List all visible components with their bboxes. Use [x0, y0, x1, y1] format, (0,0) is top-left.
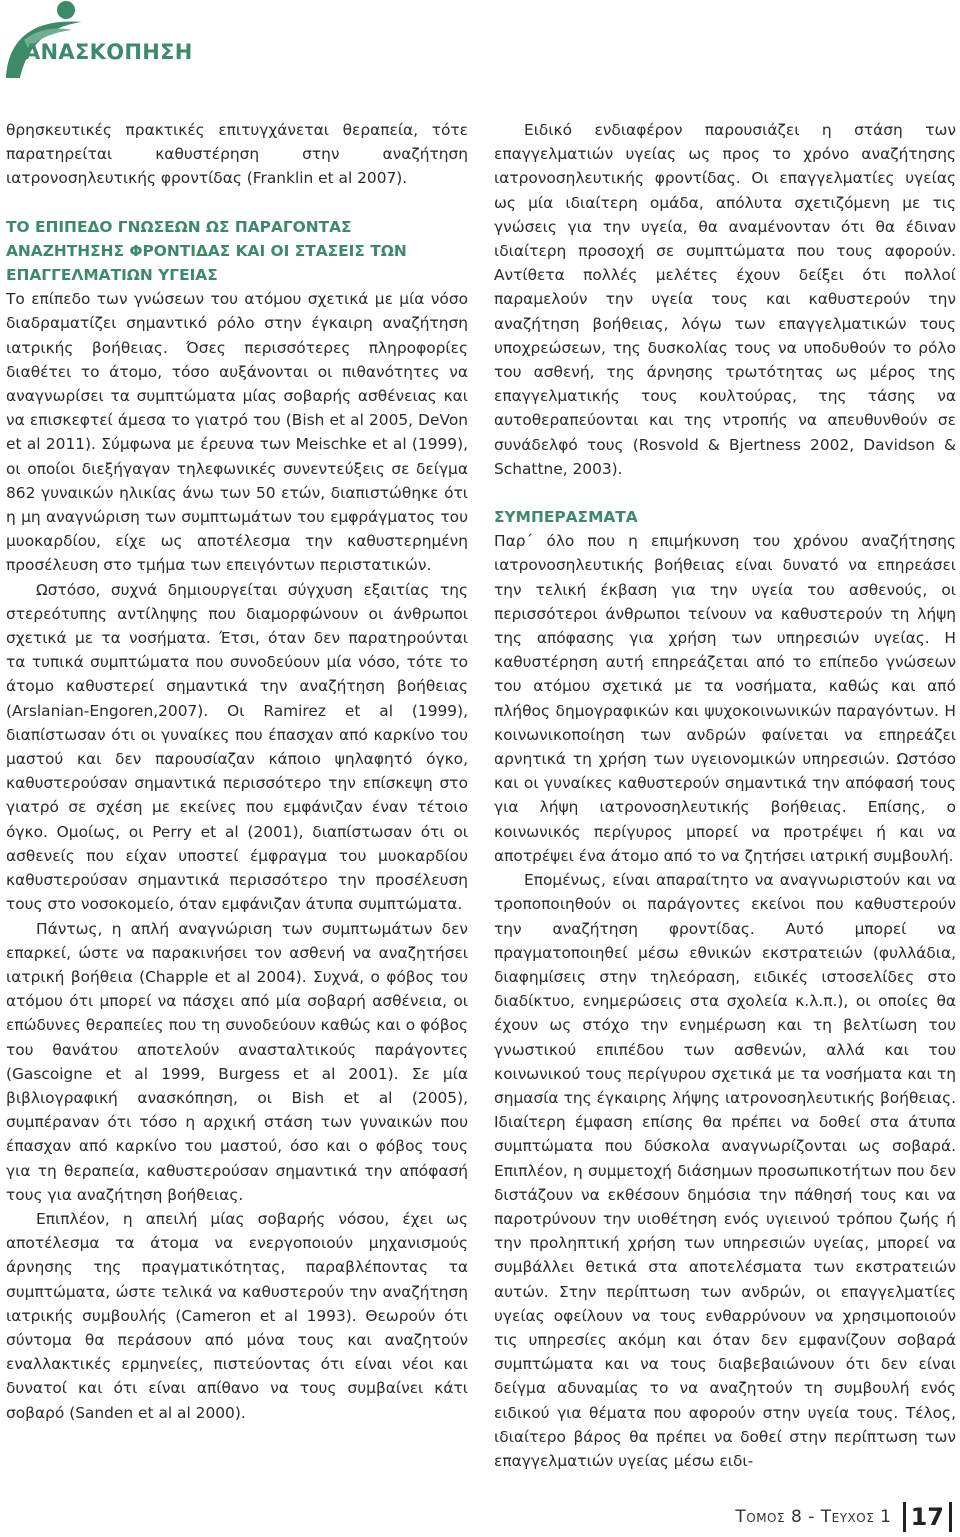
- left-paragraph-3: Ωστόσο, συχνά δημιουργείται σύγχυση εξαιτίας της στερεότυπης αντίληψης που διαμορφώνουν οι άνθρωποι σχετικά με τα νοσήματα. Έτσι, όταν δεν παρατηρούνται τα τυπικά συμπτώματα που συνοδεύουν μία νόσο, τότε το άτομο καθυστερεί σημαντικά την αναζήτηση βοήθειας (Arslanian-Engoren,2007). Οι Ramirez et al (1999), διαπίστωσαν ότι οι γυναίκες που έπασχαν από καρκίνο του μαστού και δεν παρουσίαζαν κάποιο ψηλαφητό όγκο, καθυστερούσαν σημαντικά περισσότερο την επίσκεψη στο γιατρό σε σχέση με εκείνες που εμφάνιζαν έναν τέτοιο όγκο. Ομοίως, οι Perry et al (2001), διαπίστωσαν ότι οι ασθενείς που είχαν υποστεί έμφραγμα του μυοκαρδίου καθυστερούσαν σημαντικά περισσότερο την προσέλευση τους στο νοσοκομείο, όταν εμφάνιζαν άτυπα συμπτώματα.: [6, 580, 468, 914]
- conclusions-heading: ΣΥΜΠΕΡΑΣΜΑΤΑ: [494, 508, 638, 527]
- left-paragraph-1: θρησκευτικές πρακτικές επιτυγχάνεται θεραπεία, τότε παρατηρείται καθυστέρηση στην αναζήτηση ιατρονοσηλευτικής φροντίδας (Franklin et al 2007).: [6, 121, 468, 188]
- right-column: [494, 118, 956, 1473]
- journal-volume-issue: Τομος 8 - Τευχος 1: [735, 1507, 892, 1527]
- left-section-heading: ΤΟ ΕΠΙΠΕΔΟ ΓΝΩΣΕΩΝ ΩΣ ΠΑΡΑΓΟΝΤΑΣ ΑΝΑΖΗΤΗΣΗΣ ΦΡΟΝΤΙΔΑΣ ΚΑΙ ΟΙ ΣΤΑΣΕΙΣ ΤΩΝ ΕΠΑΓΓΕΛΜΑΤΙΩΝ ΥΓΕΙΑΣ: [6, 217, 407, 285]
- right-paragraph-3: Επομένως, είναι απαραίτητο να αναγνωριστούν και να τροποποιηθούν οι παράγοντες εκείνοι που καθυστερούν την αναζήτηση φροντίδας. Αυτό μπορεί να πραγματοποιηθεί μέσω εθνικών εκστρατειών (φυλλάδια, διαφημίσεις στην τηλεόραση, ειδικές ιστοσελίδες στο διαδίκτυο, ενημερώσεις στα σχολεία κ.λ.π.), οι οποίες θα έχουν ως στόχο την ενημέρωση και τη βελτίωση του γνωστικού επιπέδου των ασθενών, αλλά και του κοινωνικού τους περίγυρου σχετικά με τα νοσήματα και τη σημασία της έγκαιρης λήψης ιατρονοσηλευτικής βοήθειας. Ιδιαίτερη έμφαση επίσης θα πρέπει να δοθεί στα άτυπα συμπτώματα που δύσκολα αναγνωρίζονται ως σοβαρά. Επιπλέον, η συμμετοχή διάσημων προσωπικοτήτων που δεν διστάζουν να εκθέσουν δημόσια την πάθησή τους και να παροτρύνουν την υιοθέτηση ενός υγιεινού τρόπου ζωής ή την προληπτική χρήση των υπηρεσιών υγείας, μπορεί να συμβάλλει θετικά στα αποτελέσματα των εκστρατειών αυτών. Στην περίπτωση των ανδρών, οι επαγγελματίες υγείας οφείλουν να τους ενθαρρύνουν να χρησιμοποιούν τις υπηρεσίες ακόμη και όταν δεν εμφανίζουν σοβαρά συμπτώματα και να τους διαβεβαιώνουν ότι δεν είναι δείγμα αδυναμίας το να αναζητούν τη συμβουλή ενός ειδικού για θέματα που αφορούν στην υγεία τους. Τέλος, ιδιαίτερο βάρος θα πρέπει να δοθεί στην περίπτωση των επαγγελματιών υγείας μέσω ειδι-: [494, 871, 956, 1470]
- right-paragraph-1: Ειδικό ενδιαφέρον παρουσιάζει η στάση των επαγγελματιών υγείας ως προς το χρόνο αναζήτησης ιατρονοσηλευτικής φροντίδας. Οι επαγγελματίες υγείας ως μία ιδιαίτερη ομάδα, απόλυτα σχετιζόμενη με τις γνώσεις για την υγεία, θα αναμένονταν ότι θα έδιναν ιδιαίτερη προσοχή σε συμπτώματα που τους αφορούν. Αντίθετα πολλές μελέτες έχουν δείξει ότι πολλοί παραμελούν την υγεία τους και καθυστερούν την αναζήτηση βοήθειας, λόγω των επαγγελματικών τους υποχρεώσεων, της δυσκολίας τους να υποδυθούν το ρόλο του ασθενή, της άρνησης τρωτότητας ως μέρος της επαγγελματικής τους κουλτούρας, της τάσης να αυτοθεραπεύονται και της ντροπής να απευθυνθούν σε συνάδελφό τους (Rosvold & Bjertness 2002, Davidson & Schattne, 2003).: [494, 121, 956, 478]
- page-header: [0, 0, 200, 90]
- left-paragraph-5: Επιπλέον, η απειλή μίας σοβαρής νόσου, έχει ως αποτέλεσμα τα άτομα να ενεργοποιούν μηχανισμούς άρνησης της πραγματικότητας, παραβλέποντας τα συμπτώματα, ώστε τελικά να καθυστερούν την αναζήτηση ιατρικής συμβουλής (Cameron et al 1993). Θεωρούν ότι σύντομα θα περάσουν από μόνα τους και αναζητούν εναλλακτικές ερμηνείες, πιστεύοντας ότι είναι νέοι και δυνατοί και ότι είναι απίθανο να τους συμβαίνει κάτι σοβαρό (Sanden et al al 2000).: [6, 1209, 468, 1422]
- left-paragraph-2: Το επίπεδο των γνώσεων του ατόμου σχετικά με μία νόσο διαδραματίζει σημαντικό ρόλο στην έγκαιρη αναζήτηση ιατρικής βοήθειας. Όσες περισσότερες πληροφορίες διαθέτει το άτομο, τόσο αυξάνονται οι πιθανότητες να αναγνωρίσει τα συμπτώματα μίας σοβαρής ασθένειας και να επισκεφτεί άμεσα το γιατρό του (Bish et al 2005, DeVon et al 2011). Σύμφωνα με έρευνα των Meischke et al (1999), οι οποίοι διεξήγαγαν τηλεφωνικές συνεντεύξεις σε δείγμα 862 γυναικών ηλικίας άνω των 50 ετών, διαπιστώθηκε ότι η μη αναγνώριση των συμπτωμάτων του εμφράγματος του μυοκαρδίου, είχε ως αποτέλεσμα την καθυστερημένη προσέλευση στο τμήμα των επειγόντων περιστατικών.: [6, 290, 468, 575]
- page-number: 17: [903, 1502, 952, 1532]
- right-paragraph-2: Παρ΄ όλο που η επιμήκυνση του χρόνου αναζήτησης ιατρονοσηλευτικής βοήθειας είναι δυνατό να επηρεάσει την τελική έκβαση για την υγεία του ασθενούς, οι περισσότεροι άνθρωποι τείνουν να καθυστερούν τη λήψη της απόφασης για χρήση των υπηρεσιών υγείας. Η καθυστέρηση αυτή επηρεάζεται από το επίπεδο γνώσεων του ατόμου σχετικά με τα νοσήματα, καθώς και από πλήθος δημογραφικών και ψυχοκοινωνικών παραγόντων. Η κοινωνικοποίηση των ανδρών φαίνεται να επηρεάζει αρνητικά τη χρήση των υγειονομικών υπηρεσιών. Ωστόσο και οι γυναίκες καθυστερούν σημαντικά την απόφασή τους για λήψη ιατρονοσηλευτικής βοήθειας. Επίσης, ο κοινωνικός περίγυρος μπορεί να προτρέψει ή και να αποτρέψει ένα άτομο από το να ζητήσει ιατρική συμβουλή.: [494, 532, 956, 865]
- section-label: ΑΝΑΣΚΟΠΗΣΗ: [24, 40, 193, 64]
- left-paragraph-4: Πάντως, η απλή αναγνώριση των συμπτωμάτων δεν επαρκεί, ώστε να παρακινήσει τον ασθενή να αναζητήσει ιατρική βοήθεια (Chapple et al 2004). Συχνά, ο φόβος του ατόμου ότι μπορεί να πάσχει από μία σοβαρή ασθένεια, οι επώδυνες θεραπείες που τη συνοδεύουν καθώς και ο φόβος του θανάτου αποτελούν ανασταλτικούς παράγοντες (Gascoigne et al 1999, Burgess et al 2001). Σε μία βιβλιογραφική ανασκόπηση, οι Bish et al (2005), συμπέραναν ότι τόσο η αρχική στάση των γυναικών που έπασχαν από καρκίνο του μαστού, όσο και ο φόβος τους για τη θεραπεία, καθυστερούσαν σημαντικά την απόφασή τους για αναζήτηση βοήθειας.: [6, 919, 468, 1204]
- page-footer: [735, 1502, 952, 1536]
- left-column: [6, 118, 468, 1425]
